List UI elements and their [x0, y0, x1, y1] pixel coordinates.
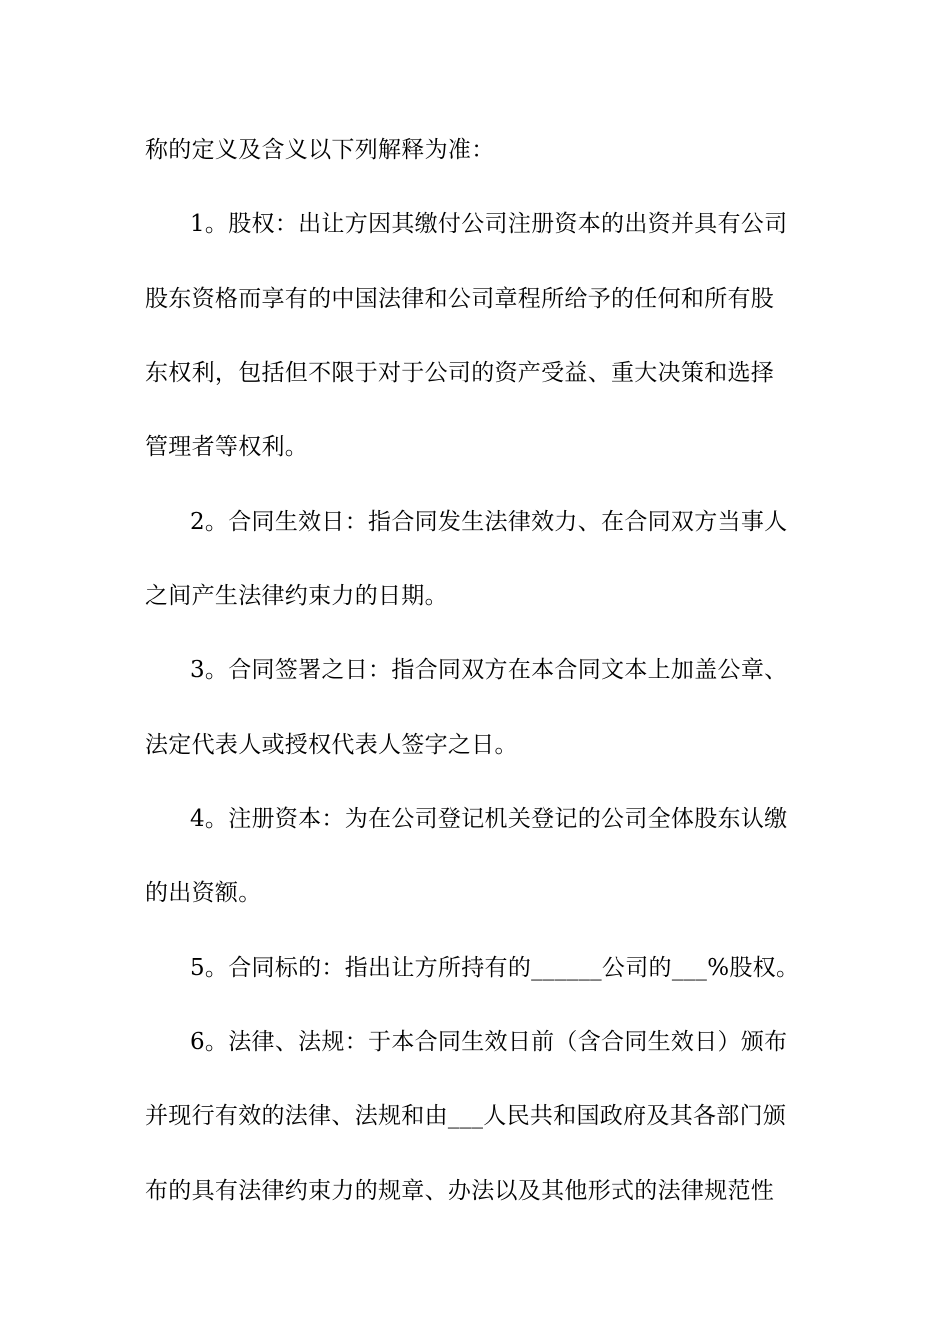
text-line-5: 管理者等权利。	[145, 434, 309, 460]
text-line-2: 1。股权：出让方因其缴付公司注册资本的出资并具有公司	[190, 211, 788, 237]
text-line-9: 法定代表人或授权代表人签字之日。	[145, 732, 518, 758]
text-line-14: 并现行有效的法律、法规和由___人民共和国政府及其各部门颁	[145, 1103, 787, 1129]
text-line-15: 布的具有法律约束力的规章、办法以及其他形式的法律规范性	[145, 1178, 775, 1204]
text-line-6: 2。合同生效日：指合同发生法律效力、在合同双方当事人	[190, 509, 788, 535]
text-line-4: 东权利，包括但不限于对于公司的资产受益、重大决策和选择	[145, 360, 775, 386]
text-line-13: 6。法律、法规：于本合同生效日前（含合同生效日）颁布	[190, 1029, 788, 1055]
text-line-8: 3。合同签署之日：指合同双方在本合同文本上加盖公章、	[190, 657, 788, 683]
text-line-10: 4。注册资本：为在公司登记机关登记的公司全体股东认缴	[190, 806, 788, 832]
text-line-3: 股东资格而享有的中国法律和公司章程所给予的任何和所有股	[145, 286, 775, 312]
text-line-12: 5。合同标的：指出让方所持有的______公司的___%股权。	[190, 955, 800, 981]
text-line-11: 的出资额。	[145, 880, 262, 906]
text-line-1: 称的定义及含义以下列解释为准：	[145, 137, 495, 163]
text-line-7: 之间产生法律约束力的日期。	[145, 583, 448, 609]
